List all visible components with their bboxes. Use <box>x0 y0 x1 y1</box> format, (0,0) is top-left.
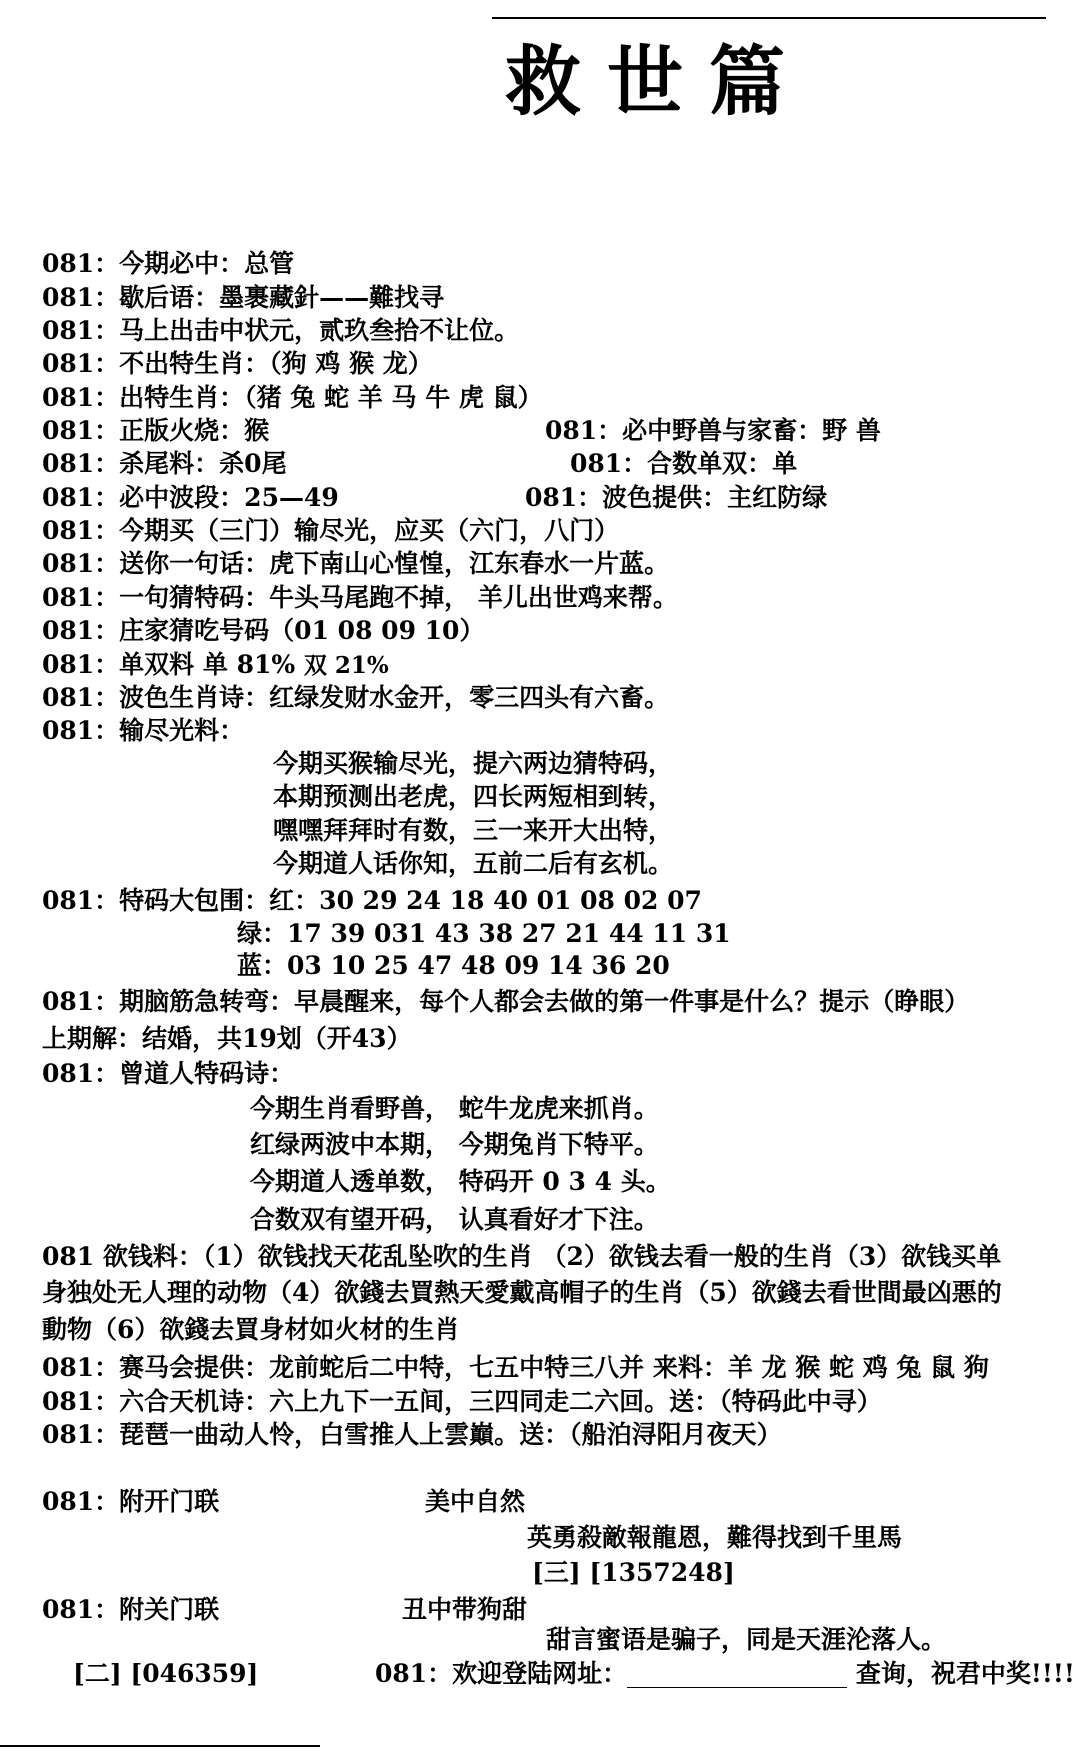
website-suffix: 查询，祝君中奖!!!! <box>855 1659 1075 1688</box>
open-couplet-text: 英勇殺敵報龍恩，難得找到千里馬 <box>527 1523 903 1552</box>
open-couplet-hint: 美中自然 <box>425 1487 526 1516</box>
line-last-answer: 上期解：结婚，共19划（开43） <box>42 1024 412 1053</box>
line-kill-tail: 081：杀尾料：杀0尾 <box>42 449 287 478</box>
taoist-line-4: 合数双有望开码， 认真看好才下注。 <box>250 1205 659 1234</box>
line-champion: 081：马上出击中状元，贰玖叁拾不让位。 <box>42 316 520 345</box>
line-wave-color: 081：波色提供：主红防绿 <box>525 483 828 512</box>
top-rule <box>492 17 1046 19</box>
poem-line-4: 今期道人话你知，五前二后有玄机。 <box>273 849 674 878</box>
line-fire-burn: 081：正版火烧：猴 <box>42 416 270 445</box>
taoist-line-3: 今期道人透单数， 特码开 0 3 4 头。 <box>250 1167 671 1196</box>
line-must-hit: 081：今期必中：总管 <box>42 249 295 278</box>
money-riddle-1: 081 欲钱料：（1）欲钱找天花乱坠吹的生肖 （2）欲钱去看一般的生肖（3）欲钱买单 <box>42 1242 1002 1271</box>
line-odd-even-rate <box>42 651 389 679</box>
line-saying: 081：送你一句话：虎下南山心惶惶，江东春水一片蓝。 <box>42 549 670 578</box>
line-not-out-zodiac: 081：不出特生肖：（狗 鸡 猴 龙） <box>42 349 433 378</box>
line-sum-odd-even: 081：合数单双：单 <box>570 449 798 478</box>
line-wild-domestic: 081：必中野兽与家畜：野 兽 <box>545 416 881 445</box>
line-lose-all-buy: 081：今期买（三门）输尽光，应买（六门，八门） <box>42 516 620 545</box>
website-label: 081：欢迎登陆网址： <box>375 1659 628 1688</box>
line-lose-all-title: 081：输尽光料： <box>42 716 245 745</box>
taoist-line-1: 今期生肖看野兽， 蛇牛龙虎来抓肖。 <box>250 1094 659 1123</box>
line-riddle: 081：歇后语：墨裹藏針——難找寻 <box>42 283 445 312</box>
bottom-rule <box>0 1745 320 1747</box>
money-riddle-3: 動物（6）欲錢去買身材如火材的生肖 <box>42 1315 460 1344</box>
page-title: 救世篇 <box>505 37 811 126</box>
line-out-zodiac: 081：出特生肖：（猪 兔 蛇 羊 马 牛 虎 鼠） <box>42 383 543 412</box>
close-couplet-label: 081：附关门联 <box>42 1595 220 1624</box>
poem-line-1: 今期买猴输尽光，提六两边猜特码， <box>273 749 674 778</box>
line-banker-numbers: 081：庄家猜吃号码（01 08 09 10） <box>42 616 485 645</box>
odd-rate: 081：单双料 单 81% <box>42 650 296 679</box>
line-jockey-club: 081：赛马会提供：龙前蛇后二中特，七五中特三八并 来料：羊 龙 猴 蛇 鸡 兔 鼠 狗 <box>42 1353 989 1382</box>
line-brain-teaser: 081：期脑筋急转弯：早晨醒来，每个人都会去做的第一件事是什么？提示（睁眼） <box>42 987 970 1016</box>
line-taoist-poem-title: 081：曾道人特码诗： <box>42 1059 295 1088</box>
blue-numbers: 蓝：03 10 25 47 48 09 14 36 20 <box>237 951 670 980</box>
close-couplet-text: 甜言蜜语是骗子，同是天涯沦落人。 <box>546 1625 947 1654</box>
website-line <box>375 1660 1075 1688</box>
close-couplet-hint: 丑中带狗甜 <box>402 1595 528 1624</box>
line-guess-code: 081：一句猜特码：牛头马尾跑不掉， 羊儿出世鸡来帮。 <box>42 583 678 612</box>
website-blank <box>627 1667 847 1688</box>
even-rate: 双 21% <box>303 652 389 679</box>
poem-line-2: 本期预测出老虎，四长两短相到转， <box>273 782 674 811</box>
money-riddle-2: 身独处无人理的动物（4）欲錢去買熱天愛戴高帽子的生肖（5）欲錢去看世間最凶悪的 <box>42 1278 1002 1307</box>
green-numbers: 绿：17 39 031 43 38 27 21 44 11 31 <box>237 919 731 948</box>
line-heaven-poem: 081：六合天机诗：六上九下一五间，三四同走二六回。送：（特码此中寻） <box>42 1387 882 1416</box>
close-couplet-code: [二] [046359] <box>73 1659 259 1688</box>
open-couplet-code: [三] [1357248] <box>532 1558 735 1587</box>
red-numbers: 081：特码大包围：红：30 29 24 18 40 01 08 02 07 <box>42 886 702 915</box>
taoist-line-2: 红绿两波中本期， 今期兔肖下特平。 <box>250 1130 659 1159</box>
line-pipa: 081：琵琶一曲动人怜，白雪推人上雲巔。送：（船泊浔阳月夜天） <box>42 1420 782 1449</box>
line-wave-range: 081：必中波段：25—49 <box>42 483 339 512</box>
line-wave-poem: 081：波色生肖诗：红绿发财水金开，零三四头有六畜。 <box>42 683 670 712</box>
open-couplet-label: 081：附开门联 <box>42 1487 220 1516</box>
poem-line-3: 嘿嘿拜拜时有数，三一来开大出特， <box>273 816 674 845</box>
